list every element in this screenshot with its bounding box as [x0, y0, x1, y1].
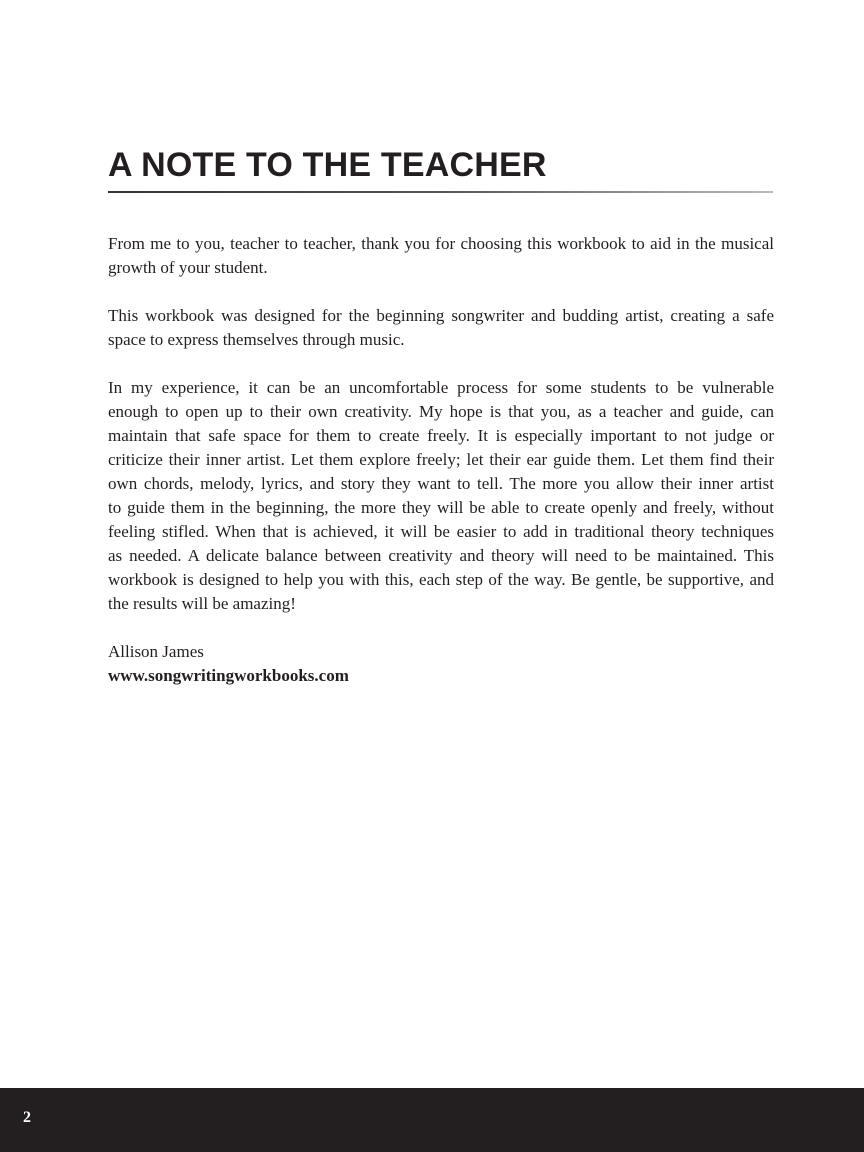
text-line: From me to you, teacher to teacher, thank you for choosing this workbook to aid in the musical: [108, 234, 774, 253]
signature-name: Allison James: [108, 642, 204, 661]
text-line: growth of your student.: [108, 258, 268, 277]
page-title: A NOTE TO THE TEACHER: [108, 146, 547, 184]
website-link[interactable]: www.songwritingworkbooks.com: [108, 666, 349, 685]
text-line: workbook is designed to help you with this, each step of the way. Be gentle, be supportive, and: [108, 570, 774, 589]
title-divider: [108, 191, 773, 193]
text-line: as needed. A delicate balance between creativity and theory will need to be maintained. This: [108, 546, 774, 565]
page-number: 2: [23, 1109, 31, 1126]
text-line: to guide them in the beginning, the more they will be able to create openly and freely, without: [108, 498, 774, 517]
page-footer: [0, 1088, 864, 1152]
paragraph-1: [108, 232, 774, 280]
text-line: This workbook was designed for the beginning songwriter and budding artist, creating a safe: [108, 306, 774, 325]
paragraph-3: [108, 376, 774, 616]
paragraph-2: [108, 304, 774, 352]
text-line: feeling stifled. When that is achieved, it will be easier to add in traditional theory techniques: [108, 522, 774, 541]
text-line: In my experience, it can be an uncomfortable process for some students to be vulnerable: [108, 378, 774, 397]
text-line: criticize their inner artist. Let them explore freely; let their ear guide them. Let them find their: [108, 450, 774, 469]
text-line: enough to open up to their own creativity. My hope is that you, as a teacher and guide, can: [108, 402, 774, 421]
letter-body: [108, 232, 774, 688]
text-line: maintain that safe space for them to create freely. It is especially important to not judge or: [108, 426, 774, 445]
text-line: the results will be amazing!: [108, 594, 296, 613]
text-line: own chords, melody, lyrics, and story they want to tell. The more you allow their inner artist: [108, 474, 774, 493]
text-line: space to express themselves through music.: [108, 330, 405, 349]
